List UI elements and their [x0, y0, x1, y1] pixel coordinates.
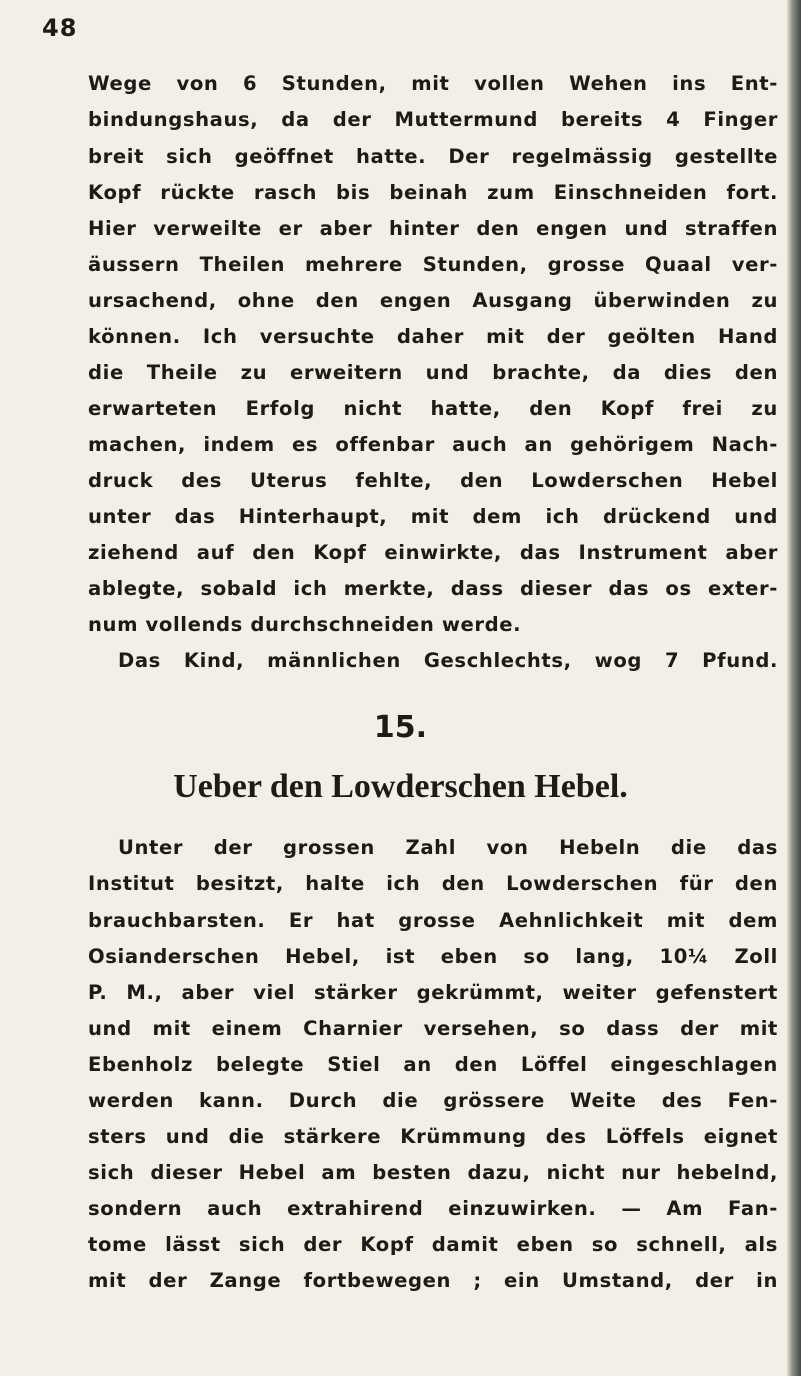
- text-line: druck des Uterus fehlte, den Lowderschen Hebel: [88, 469, 778, 492]
- page-number: 48: [42, 14, 78, 42]
- text-line: ursachend, ohne den engen Ausgang überwinden zu: [88, 289, 778, 312]
- text-line: Ebenholz belegte Stiel an den Löffel eingeschlagen: [88, 1053, 778, 1076]
- text-line: bindungshaus, da der Muttermund bereits 4 Finger: [88, 108, 778, 131]
- section-number: 15.: [373, 710, 428, 745]
- text-line: sich dieser Hebel am besten dazu, nicht nur hebelnd,: [88, 1161, 778, 1184]
- text-line: tome lässt sich der Kopf damit eben so schnell, als: [88, 1233, 778, 1256]
- text-line: können. Ich versuchte daher mit der geölten Hand: [88, 325, 778, 348]
- text-line: Kopf rückte rasch bis beinah zum Einschneiden fort.: [88, 181, 778, 204]
- text-line: ablegte, sobald ich merkte, dass dieser das os exter-: [88, 577, 778, 600]
- text-line: breit sich geöffnet hatte. Der regelmässig gestellte: [88, 145, 778, 168]
- text-line: werden kann. Durch die grössere Weite des Fen-: [88, 1089, 778, 1112]
- text-line: Institut besitzt, halte ich den Lowderschen für den: [88, 872, 778, 895]
- text-line: Osianderschen Hebel, ist eben so lang, 10¼ Zoll: [88, 945, 778, 968]
- text-line: mit der Zange fortbewegen ; ein Umstand, der in: [88, 1269, 778, 1292]
- text-line: sondern auch extrahirend einzuwirken. — Am Fan-: [88, 1197, 778, 1220]
- section-title: Ueber den Lowderschen Hebel.: [173, 768, 628, 805]
- text-line: ziehend auf den Kopf einwirkte, das Instrument aber: [88, 541, 778, 564]
- text-line: P. M., aber viel stärker gekrümmt, weiter gefenstert: [88, 981, 778, 1004]
- text-line: unter das Hinterhaupt, mit dem ich drückend und: [88, 505, 778, 528]
- text-line: num vollends durchschneiden werde.: [88, 613, 522, 636]
- text-line: Unter der grossen Zahl von Hebeln die das: [118, 836, 778, 859]
- text-line: erwarteten Erfolg nicht hatte, den Kopf frei zu: [88, 397, 778, 420]
- text-line: äussern Theilen mehrere Stunden, grosse Quaal ver-: [88, 253, 778, 276]
- text-line: Hier verweilte er aber hinter den engen und straffen: [88, 217, 778, 240]
- text-line: Das Kind, männlichen Geschlechts, wog 7 Pfund.: [118, 649, 778, 672]
- text-line: brauchbarsten. Er hat grosse Aehnlichkeit mit dem: [88, 909, 778, 932]
- text-line: machen, indem es offenbar auch an gehörigem Nach-: [88, 433, 778, 456]
- text-line: sters und die stärkere Krümmung des Löffels eignet: [88, 1125, 778, 1148]
- text-line: Wege von 6 Stunden, mit vollen Wehen ins Ent-: [88, 72, 778, 95]
- text-line: die Theile zu erweitern und brachte, da dies den: [88, 361, 778, 384]
- page-edge: [787, 0, 801, 1376]
- text-line: und mit einem Charnier versehen, so dass der mit: [88, 1017, 778, 1040]
